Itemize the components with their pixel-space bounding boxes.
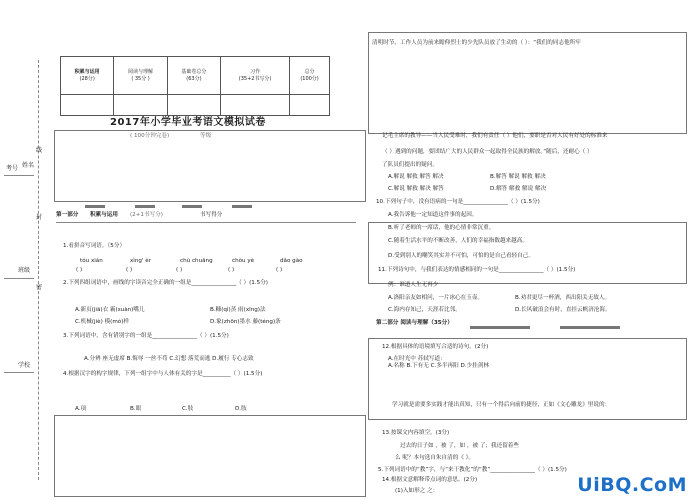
- q4-option-c: C.肢: [182, 406, 194, 412]
- q4-option-d: D.肢: [235, 406, 247, 412]
- q10-option-c: C.随着生活水平的不断改善，人们的幸福指数越来越高。: [388, 238, 528, 244]
- binding-blank-1: [4, 175, 34, 176]
- binding-line: [38, 60, 39, 480]
- pinyin-4: chòu yè: [232, 258, 255, 264]
- right-top-frame: [368, 32, 687, 134]
- q4-option-b: B.眼: [130, 406, 142, 412]
- binding-mi: 密: [36, 284, 43, 291]
- option-row-d: D.解答 解救 解说 解决: [490, 186, 547, 192]
- level-note: 等级: [200, 133, 212, 139]
- heading-bar: [85, 205, 105, 208]
- question-10: 10.下列句子中，没有语病的一句是________________（ ）(1.5分): [376, 199, 540, 205]
- answer-bracket[interactable]: ( ): [228, 267, 235, 273]
- section-divider: [56, 222, 356, 223]
- part2-heading: 第二部分 阅读与理解（35分）: [376, 320, 453, 326]
- q4-option-a: A.项: [75, 406, 87, 412]
- q3-options: A.分辨 座无虚席 B.悔辱 一丝不苟 C.幻想 落荒而逃 D.履行 专心志致: [84, 356, 254, 362]
- score-col-2: 阅读与理解 ( 35分 ): [114, 57, 167, 95]
- score-col-4: 习作 (35+2书写分): [221, 57, 290, 95]
- answer-bracket[interactable]: ( ): [76, 267, 83, 273]
- passage-line-1: 清明时节，工作人员为前来瞻仰烈士的少先队员放了生动的（ ）：“我们的同志他所牢: [372, 40, 581, 46]
- q10-option-a: A.我告诉他一定知道这件事的起因。: [388, 212, 478, 218]
- q2-option-a: A.新页(jiā)衣 霸(suàn)嘴儿: [75, 307, 145, 313]
- q11-option-b: B.劝君更尽一杯酒，西出阳关无故人。: [515, 295, 611, 301]
- q12-line-2: A.在时光中 苏轼写道：: [388, 356, 446, 362]
- question-13: 13.按课文内容填空。(3分): [382, 430, 450, 436]
- q10-option-b: B.听了老师的一席话，他的心情非常沉重。: [388, 225, 495, 231]
- write-score-label: 书写得分: [200, 212, 223, 218]
- pinyin-3: chù chuāng: [180, 258, 213, 264]
- score-col-3: 基础卷总分 (63分): [167, 57, 220, 95]
- watermark-logo: UiBQ.CoM: [577, 474, 687, 496]
- q14-item-1: (1)入如形之 之：: [395, 488, 439, 494]
- pinyin-5: dǎo gào: [280, 258, 303, 264]
- question-2: 2.下列四组词语中，画线的字读音完全正确的一组是________________（ ）(1.5分): [63, 280, 268, 286]
- q2-option-b: B.糠(qì)蒸 雨(xīng)法: [210, 307, 266, 313]
- passage-line-4: 了队员们提出的疑问。: [382, 162, 438, 168]
- binding-blank-2: [4, 278, 34, 279]
- question-1: 1.看拼音写词语。（5分）: [63, 243, 126, 249]
- binding-xian: 线: [36, 147, 43, 154]
- passage-line-2: 记毛主席的教导——当人民受难时，我们有责任（ ）他们，要职是否对人民有好处的标准来: [382, 133, 608, 139]
- pinyin-2: xìng' èr: [130, 258, 152, 264]
- binding-kaohao: 考号: [6, 165, 19, 172]
- question-3: 3.下列词语中，含有错别字的一组是________________（ ）(1.5分): [63, 333, 229, 339]
- q2-option-c: C.机械(jiè) 模(mó)样: [75, 319, 129, 325]
- heading-bar: [232, 205, 252, 208]
- answer-bracket[interactable]: ( ): [126, 267, 133, 273]
- question-12: 12.根据具体的语境填写合适的诗句。(2分): [382, 344, 489, 350]
- heading-bar: [560, 326, 620, 329]
- question-11: 11.下列诗句中，与我们表达的情感相同的一句是________________（ ）(1.5分): [378, 267, 576, 273]
- question-14: 14.根据文意解释带点词的意思。(2分): [382, 477, 478, 483]
- binding-feng: 封: [36, 214, 43, 221]
- part1-heading: 第一部分: [56, 212, 79, 218]
- pinyin-1: tóu xián: [80, 258, 103, 264]
- q12-options: A.名称 B.下有无 C.多半再阳 D.少挂剑林: [388, 363, 489, 369]
- heading-bar: [182, 205, 202, 208]
- question-14-note: 5.下列词语中的“教”字，与“来干教化”的“教”________________（ ）(1.5分): [378, 467, 567, 473]
- binding-xuexiao: 学校: [18, 362, 31, 369]
- binding-blank-3: [4, 372, 34, 373]
- left-lower-frame: [54, 415, 366, 497]
- binding-xingming: 姓名: [22, 162, 35, 169]
- option-row-c: C.解说 解救 解决 解答: [388, 186, 444, 192]
- option-row-a: A.解说 解救 解答 解决: [388, 174, 444, 180]
- q13-line-1: 过去的日子如 ，被 了，如 ，被 了；我还留着些: [400, 443, 519, 449]
- q10-option-d: D.受到别人的嘲笑其实并不可怕，可怕的是自己看轻自己。: [388, 253, 534, 259]
- q13-line-2: 么 呢？本句选自朱自清的《 》。: [395, 455, 475, 461]
- question-4: 4.根据汉字的构字规律，下列一组字中与人体有关的字是__________（ ）(1.5分): [63, 371, 263, 377]
- score-col-1: 积累与运用 (28分): [61, 57, 114, 95]
- part1-name: 积累与运用: [90, 212, 118, 218]
- answer-bracket[interactable]: ( ): [276, 267, 283, 273]
- q2-option-d: D.象(zhōn)墨水 藤(téng)条: [210, 319, 281, 325]
- answer-bracket[interactable]: ( ): [176, 267, 183, 273]
- q11-option-d: D.长风破浪会有时，直挂云帆济沧海。: [515, 307, 611, 313]
- q11-example: 例：谁道人生无再少: [388, 282, 439, 288]
- exam-title: 2017年小学毕业考语文模拟试卷: [110, 117, 266, 128]
- score-table: [60, 56, 330, 116]
- score-cell[interactable]: [290, 94, 330, 115]
- time-note: ( 100分钟完卷): [130, 133, 170, 139]
- quote-line: 学习就是需要多实践才能出真知，只有一个得后向前的捷径，正如《文心雕龙》里说的：: [392, 402, 611, 408]
- score-col-5: 总分 (100分): [290, 57, 330, 95]
- heading-bar: [135, 205, 155, 208]
- q11-option-a: A.洛阳亲友如相问，一片冰心在玉壶。: [388, 295, 484, 301]
- option-row-b: B.解答 解说 解救 解决: [490, 174, 546, 180]
- q11-option-c: C.海内存知己，天涯若比邻。: [388, 307, 461, 313]
- score-cell[interactable]: [61, 94, 114, 115]
- part1-points: (2+1书写分): [130, 212, 163, 218]
- left-answer-frame: [54, 130, 366, 202]
- passage-line-3: （ ）遇到的问题，要团结广大的人民群众一起取得全民族的解放。”随后，还耐心（ ）: [382, 149, 593, 155]
- binding-banji: 班级: [18, 267, 31, 274]
- heading-bar: [470, 326, 530, 329]
